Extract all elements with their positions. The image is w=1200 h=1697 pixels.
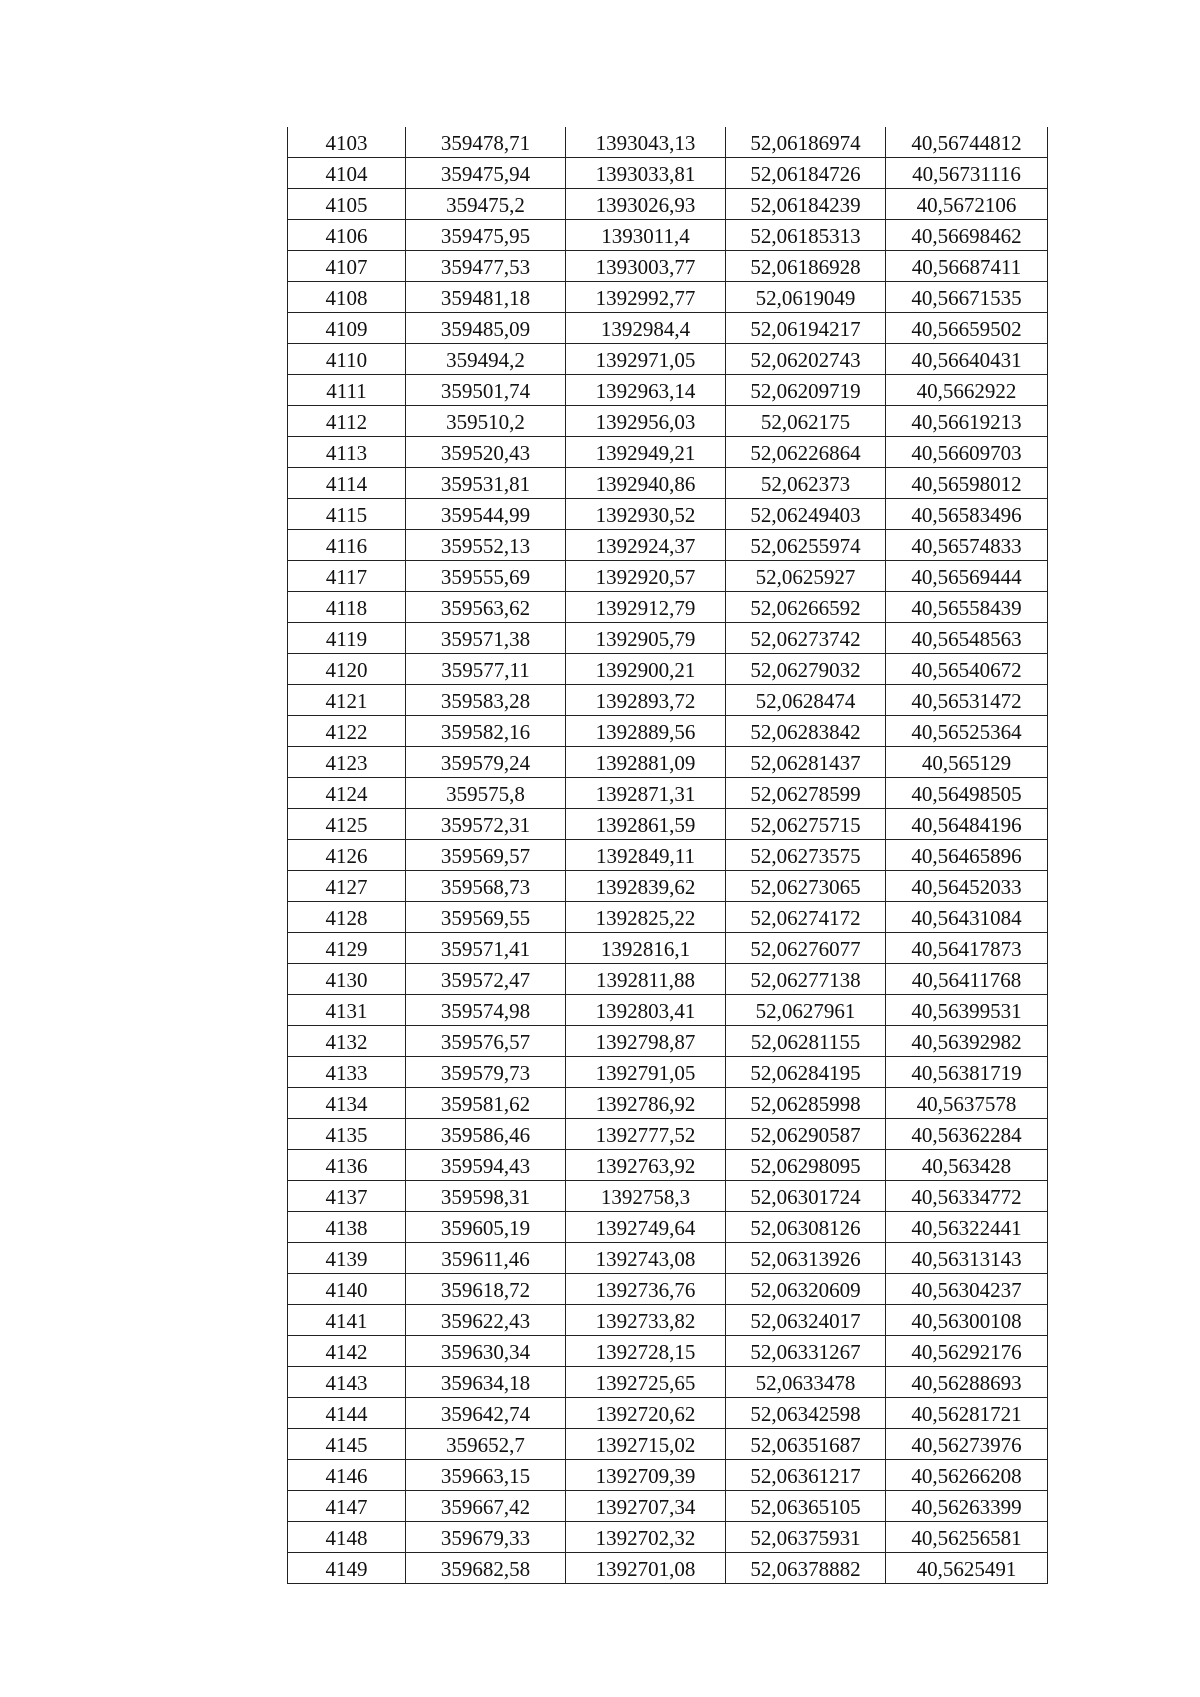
longitude-cell: 40,56334772 bbox=[886, 1181, 1048, 1212]
longitude-cell: 40,56292176 bbox=[886, 1336, 1048, 1367]
latitude-cell: 52,06324017 bbox=[726, 1305, 886, 1336]
x-coordinate-cell: 359475,94 bbox=[406, 158, 566, 189]
y-coordinate-cell: 1393033,81 bbox=[566, 158, 726, 189]
y-coordinate-cell: 1393003,77 bbox=[566, 251, 726, 282]
point-number-cell: 4145 bbox=[288, 1429, 406, 1460]
x-coordinate-cell: 359475,95 bbox=[406, 220, 566, 251]
longitude-cell: 40,56411768 bbox=[886, 964, 1048, 995]
point-number-cell: 4137 bbox=[288, 1181, 406, 1212]
x-coordinate-cell: 359478,71 bbox=[406, 127, 566, 158]
y-coordinate-cell: 1392733,82 bbox=[566, 1305, 726, 1336]
table-row bbox=[288, 1305, 1048, 1336]
point-number-cell: 4132 bbox=[288, 1026, 406, 1057]
y-coordinate-cell: 1392920,57 bbox=[566, 561, 726, 592]
longitude-cell: 40,56313143 bbox=[886, 1243, 1048, 1274]
x-coordinate-cell: 359569,55 bbox=[406, 902, 566, 933]
longitude-cell: 40,56698462 bbox=[886, 220, 1048, 251]
latitude-cell: 52,06186974 bbox=[726, 127, 886, 158]
table-row bbox=[288, 530, 1048, 561]
x-coordinate-cell: 359652,7 bbox=[406, 1429, 566, 1460]
table-row bbox=[288, 282, 1048, 313]
latitude-cell: 52,06209719 bbox=[726, 375, 886, 406]
longitude-cell: 40,56288693 bbox=[886, 1367, 1048, 1398]
table-row bbox=[288, 778, 1048, 809]
x-coordinate-cell: 359679,33 bbox=[406, 1522, 566, 1553]
point-number-cell: 4128 bbox=[288, 902, 406, 933]
point-number-cell: 4124 bbox=[288, 778, 406, 809]
x-coordinate-cell: 359611,46 bbox=[406, 1243, 566, 1274]
longitude-cell: 40,5672106 bbox=[886, 189, 1048, 220]
longitude-cell: 40,56256581 bbox=[886, 1522, 1048, 1553]
table-row bbox=[288, 1088, 1048, 1119]
latitude-cell: 52,06375931 bbox=[726, 1522, 886, 1553]
latitude-cell: 52,06184726 bbox=[726, 158, 886, 189]
y-coordinate-cell: 1393026,93 bbox=[566, 189, 726, 220]
table-row bbox=[288, 1491, 1048, 1522]
x-coordinate-cell: 359477,53 bbox=[406, 251, 566, 282]
y-coordinate-cell: 1392702,32 bbox=[566, 1522, 726, 1553]
longitude-cell: 40,56659502 bbox=[886, 313, 1048, 344]
table-row bbox=[288, 437, 1048, 468]
table-row bbox=[288, 1150, 1048, 1181]
longitude-cell: 40,56431084 bbox=[886, 902, 1048, 933]
longitude-cell: 40,56731116 bbox=[886, 158, 1048, 189]
x-coordinate-cell: 359485,09 bbox=[406, 313, 566, 344]
table-row bbox=[288, 623, 1048, 654]
x-coordinate-cell: 359563,62 bbox=[406, 592, 566, 623]
y-coordinate-cell: 1392900,21 bbox=[566, 654, 726, 685]
longitude-cell: 40,56281721 bbox=[886, 1398, 1048, 1429]
y-coordinate-cell: 1392930,52 bbox=[566, 499, 726, 530]
latitude-cell: 52,06308126 bbox=[726, 1212, 886, 1243]
longitude-cell: 40,5662922 bbox=[886, 375, 1048, 406]
longitude-cell: 40,56609703 bbox=[886, 437, 1048, 468]
longitude-cell: 40,56399531 bbox=[886, 995, 1048, 1026]
latitude-cell: 52,06202743 bbox=[726, 344, 886, 375]
y-coordinate-cell: 1392715,02 bbox=[566, 1429, 726, 1460]
y-coordinate-cell: 1392984,4 bbox=[566, 313, 726, 344]
point-number-cell: 4103 bbox=[288, 127, 406, 158]
x-coordinate-cell: 359642,74 bbox=[406, 1398, 566, 1429]
y-coordinate-cell: 1392728,15 bbox=[566, 1336, 726, 1367]
table-row bbox=[288, 995, 1048, 1026]
y-coordinate-cell: 1392786,92 bbox=[566, 1088, 726, 1119]
latitude-cell: 52,06274172 bbox=[726, 902, 886, 933]
x-coordinate-cell: 359572,47 bbox=[406, 964, 566, 995]
latitude-cell: 52,06281437 bbox=[726, 747, 886, 778]
table-row bbox=[288, 1243, 1048, 1274]
longitude-cell: 40,56322441 bbox=[886, 1212, 1048, 1243]
latitude-cell: 52,06255974 bbox=[726, 530, 886, 561]
table-row bbox=[288, 654, 1048, 685]
point-number-cell: 4111 bbox=[288, 375, 406, 406]
longitude-cell: 40,56744812 bbox=[886, 127, 1048, 158]
table-row bbox=[288, 1367, 1048, 1398]
x-coordinate-cell: 359575,8 bbox=[406, 778, 566, 809]
table-row bbox=[288, 158, 1048, 189]
y-coordinate-cell: 1392956,03 bbox=[566, 406, 726, 437]
point-number-cell: 4117 bbox=[288, 561, 406, 592]
latitude-cell: 52,06301724 bbox=[726, 1181, 886, 1212]
y-coordinate-cell: 1392777,52 bbox=[566, 1119, 726, 1150]
y-coordinate-cell: 1393043,13 bbox=[566, 127, 726, 158]
y-coordinate-cell: 1392861,59 bbox=[566, 809, 726, 840]
coordinates-table bbox=[287, 127, 1048, 1584]
y-coordinate-cell: 1392924,37 bbox=[566, 530, 726, 561]
point-number-cell: 4149 bbox=[288, 1553, 406, 1584]
x-coordinate-cell: 359586,46 bbox=[406, 1119, 566, 1150]
point-number-cell: 4136 bbox=[288, 1150, 406, 1181]
y-coordinate-cell: 1392736,76 bbox=[566, 1274, 726, 1305]
point-number-cell: 4109 bbox=[288, 313, 406, 344]
point-number-cell: 4107 bbox=[288, 251, 406, 282]
table-row bbox=[288, 592, 1048, 623]
table-row bbox=[288, 313, 1048, 344]
x-coordinate-cell: 359531,81 bbox=[406, 468, 566, 499]
latitude-cell: 52,06249403 bbox=[726, 499, 886, 530]
point-number-cell: 4104 bbox=[288, 158, 406, 189]
coordinates-table-body bbox=[288, 127, 1048, 1584]
table-row bbox=[288, 1119, 1048, 1150]
point-number-cell: 4116 bbox=[288, 530, 406, 561]
latitude-cell: 52,06186928 bbox=[726, 251, 886, 282]
longitude-cell: 40,56671535 bbox=[886, 282, 1048, 313]
table-row bbox=[288, 189, 1048, 220]
y-coordinate-cell: 1392743,08 bbox=[566, 1243, 726, 1274]
table-row bbox=[288, 127, 1048, 158]
y-coordinate-cell: 1392949,21 bbox=[566, 437, 726, 468]
x-coordinate-cell: 359598,31 bbox=[406, 1181, 566, 1212]
x-coordinate-cell: 359555,69 bbox=[406, 561, 566, 592]
table-row bbox=[288, 747, 1048, 778]
x-coordinate-cell: 359581,62 bbox=[406, 1088, 566, 1119]
y-coordinate-cell: 1392963,14 bbox=[566, 375, 726, 406]
table-row bbox=[288, 1274, 1048, 1305]
longitude-cell: 40,56531472 bbox=[886, 685, 1048, 716]
x-coordinate-cell: 359574,98 bbox=[406, 995, 566, 1026]
x-coordinate-cell: 359663,15 bbox=[406, 1460, 566, 1491]
table-row bbox=[288, 685, 1048, 716]
table-row bbox=[288, 468, 1048, 499]
point-number-cell: 4147 bbox=[288, 1491, 406, 1522]
latitude-cell: 52,06361217 bbox=[726, 1460, 886, 1491]
point-number-cell: 4146 bbox=[288, 1460, 406, 1491]
point-number-cell: 4142 bbox=[288, 1336, 406, 1367]
longitude-cell: 40,56548563 bbox=[886, 623, 1048, 654]
table-row bbox=[288, 809, 1048, 840]
y-coordinate-cell: 1392839,62 bbox=[566, 871, 726, 902]
longitude-cell: 40,563428 bbox=[886, 1150, 1048, 1181]
latitude-cell: 52,06266592 bbox=[726, 592, 886, 623]
x-coordinate-cell: 359501,74 bbox=[406, 375, 566, 406]
longitude-cell: 40,56574833 bbox=[886, 530, 1048, 561]
y-coordinate-cell: 1392893,72 bbox=[566, 685, 726, 716]
latitude-cell: 52,06284195 bbox=[726, 1057, 886, 1088]
longitude-cell: 40,56452033 bbox=[886, 871, 1048, 902]
table-row bbox=[288, 251, 1048, 282]
point-number-cell: 4108 bbox=[288, 282, 406, 313]
point-number-cell: 4134 bbox=[288, 1088, 406, 1119]
x-coordinate-cell: 359572,31 bbox=[406, 809, 566, 840]
table-row bbox=[288, 716, 1048, 747]
latitude-cell: 52,0619049 bbox=[726, 282, 886, 313]
table-row bbox=[288, 1181, 1048, 1212]
latitude-cell: 52,06277138 bbox=[726, 964, 886, 995]
point-number-cell: 4139 bbox=[288, 1243, 406, 1274]
point-number-cell: 4144 bbox=[288, 1398, 406, 1429]
table-row bbox=[288, 1212, 1048, 1243]
y-coordinate-cell: 1392725,65 bbox=[566, 1367, 726, 1398]
point-number-cell: 4135 bbox=[288, 1119, 406, 1150]
y-coordinate-cell: 1392912,79 bbox=[566, 592, 726, 623]
latitude-cell: 52,06273742 bbox=[726, 623, 886, 654]
y-coordinate-cell: 1392905,79 bbox=[566, 623, 726, 654]
y-coordinate-cell: 1392825,22 bbox=[566, 902, 726, 933]
x-coordinate-cell: 359510,2 bbox=[406, 406, 566, 437]
latitude-cell: 52,06290587 bbox=[726, 1119, 886, 1150]
point-number-cell: 4127 bbox=[288, 871, 406, 902]
point-number-cell: 4133 bbox=[288, 1057, 406, 1088]
latitude-cell: 52,06273065 bbox=[726, 871, 886, 902]
table-row bbox=[288, 1553, 1048, 1584]
point-number-cell: 4126 bbox=[288, 840, 406, 871]
table-row bbox=[288, 933, 1048, 964]
point-number-cell: 4148 bbox=[288, 1522, 406, 1553]
table-row bbox=[288, 1398, 1048, 1429]
x-coordinate-cell: 359577,11 bbox=[406, 654, 566, 685]
point-number-cell: 4141 bbox=[288, 1305, 406, 1336]
longitude-cell: 40,56583496 bbox=[886, 499, 1048, 530]
latitude-cell: 52,06194217 bbox=[726, 313, 886, 344]
latitude-cell: 52,06279032 bbox=[726, 654, 886, 685]
y-coordinate-cell: 1392720,62 bbox=[566, 1398, 726, 1429]
x-coordinate-cell: 359582,16 bbox=[406, 716, 566, 747]
x-coordinate-cell: 359481,18 bbox=[406, 282, 566, 313]
y-coordinate-cell: 1392871,31 bbox=[566, 778, 726, 809]
latitude-cell: 52,06226864 bbox=[726, 437, 886, 468]
x-coordinate-cell: 359520,43 bbox=[406, 437, 566, 468]
y-coordinate-cell: 1392803,41 bbox=[566, 995, 726, 1026]
latitude-cell: 52,06283842 bbox=[726, 716, 886, 747]
y-coordinate-cell: 1392798,87 bbox=[566, 1026, 726, 1057]
table-row bbox=[288, 840, 1048, 871]
x-coordinate-cell: 359682,58 bbox=[406, 1553, 566, 1584]
y-coordinate-cell: 1392707,34 bbox=[566, 1491, 726, 1522]
table-row bbox=[288, 220, 1048, 251]
x-coordinate-cell: 359622,43 bbox=[406, 1305, 566, 1336]
point-number-cell: 4125 bbox=[288, 809, 406, 840]
latitude-cell: 52,06185313 bbox=[726, 220, 886, 251]
y-coordinate-cell: 1392811,88 bbox=[566, 964, 726, 995]
longitude-cell: 40,5625491 bbox=[886, 1553, 1048, 1584]
longitude-cell: 40,56266208 bbox=[886, 1460, 1048, 1491]
point-number-cell: 4138 bbox=[288, 1212, 406, 1243]
longitude-cell: 40,56417873 bbox=[886, 933, 1048, 964]
latitude-cell: 52,0628474 bbox=[726, 685, 886, 716]
table-row bbox=[288, 1429, 1048, 1460]
point-number-cell: 4120 bbox=[288, 654, 406, 685]
latitude-cell: 52,06285998 bbox=[726, 1088, 886, 1119]
table-row bbox=[288, 871, 1048, 902]
longitude-cell: 40,56569444 bbox=[886, 561, 1048, 592]
y-coordinate-cell: 1392889,56 bbox=[566, 716, 726, 747]
longitude-cell: 40,56381719 bbox=[886, 1057, 1048, 1088]
latitude-cell: 52,06331267 bbox=[726, 1336, 886, 1367]
table-row bbox=[288, 1460, 1048, 1491]
y-coordinate-cell: 1392940,86 bbox=[566, 468, 726, 499]
latitude-cell: 52,062373 bbox=[726, 468, 886, 499]
x-coordinate-cell: 359569,57 bbox=[406, 840, 566, 871]
latitude-cell: 52,0625927 bbox=[726, 561, 886, 592]
point-number-cell: 4123 bbox=[288, 747, 406, 778]
latitude-cell: 52,06342598 bbox=[726, 1398, 886, 1429]
longitude-cell: 40,56304237 bbox=[886, 1274, 1048, 1305]
longitude-cell: 40,56558439 bbox=[886, 592, 1048, 623]
y-coordinate-cell: 1392881,09 bbox=[566, 747, 726, 778]
table-row bbox=[288, 1026, 1048, 1057]
latitude-cell: 52,062175 bbox=[726, 406, 886, 437]
point-number-cell: 4114 bbox=[288, 468, 406, 499]
longitude-cell: 40,5637578 bbox=[886, 1088, 1048, 1119]
y-coordinate-cell: 1392992,77 bbox=[566, 282, 726, 313]
latitude-cell: 52,06275715 bbox=[726, 809, 886, 840]
x-coordinate-cell: 359494,2 bbox=[406, 344, 566, 375]
latitude-cell: 52,06298095 bbox=[726, 1150, 886, 1181]
x-coordinate-cell: 359475,2 bbox=[406, 189, 566, 220]
x-coordinate-cell: 359552,13 bbox=[406, 530, 566, 561]
longitude-cell: 40,56484196 bbox=[886, 809, 1048, 840]
table-row bbox=[288, 499, 1048, 530]
longitude-cell: 40,56263399 bbox=[886, 1491, 1048, 1522]
y-coordinate-cell: 1392791,05 bbox=[566, 1057, 726, 1088]
table-row bbox=[288, 406, 1048, 437]
y-coordinate-cell: 1392758,3 bbox=[566, 1181, 726, 1212]
y-coordinate-cell: 1392763,92 bbox=[566, 1150, 726, 1181]
longitude-cell: 40,56540672 bbox=[886, 654, 1048, 685]
longitude-cell: 40,56640431 bbox=[886, 344, 1048, 375]
x-coordinate-cell: 359594,43 bbox=[406, 1150, 566, 1181]
longitude-cell: 40,56525364 bbox=[886, 716, 1048, 747]
latitude-cell: 52,06184239 bbox=[726, 189, 886, 220]
y-coordinate-cell: 1392749,64 bbox=[566, 1212, 726, 1243]
point-number-cell: 4115 bbox=[288, 499, 406, 530]
y-coordinate-cell: 1393011,4 bbox=[566, 220, 726, 251]
longitude-cell: 40,56498505 bbox=[886, 778, 1048, 809]
longitude-cell: 40,56362284 bbox=[886, 1119, 1048, 1150]
point-number-cell: 4143 bbox=[288, 1367, 406, 1398]
latitude-cell: 52,06351687 bbox=[726, 1429, 886, 1460]
x-coordinate-cell: 359630,34 bbox=[406, 1336, 566, 1367]
longitude-cell: 40,56392982 bbox=[886, 1026, 1048, 1057]
point-number-cell: 4105 bbox=[288, 189, 406, 220]
table-row bbox=[288, 561, 1048, 592]
coordinates-table-container bbox=[287, 127, 1047, 1584]
point-number-cell: 4110 bbox=[288, 344, 406, 375]
y-coordinate-cell: 1392849,11 bbox=[566, 840, 726, 871]
x-coordinate-cell: 359579,24 bbox=[406, 747, 566, 778]
longitude-cell: 40,56300108 bbox=[886, 1305, 1048, 1336]
point-number-cell: 4113 bbox=[288, 437, 406, 468]
latitude-cell: 52,0627961 bbox=[726, 995, 886, 1026]
latitude-cell: 52,0633478 bbox=[726, 1367, 886, 1398]
y-coordinate-cell: 1392709,39 bbox=[566, 1460, 726, 1491]
y-coordinate-cell: 1392816,1 bbox=[566, 933, 726, 964]
latitude-cell: 52,06320609 bbox=[726, 1274, 886, 1305]
x-coordinate-cell: 359618,72 bbox=[406, 1274, 566, 1305]
latitude-cell: 52,06278599 bbox=[726, 778, 886, 809]
x-coordinate-cell: 359634,18 bbox=[406, 1367, 566, 1398]
point-number-cell: 4121 bbox=[288, 685, 406, 716]
x-coordinate-cell: 359576,57 bbox=[406, 1026, 566, 1057]
y-coordinate-cell: 1392971,05 bbox=[566, 344, 726, 375]
latitude-cell: 52,06313926 bbox=[726, 1243, 886, 1274]
table-row bbox=[288, 375, 1048, 406]
latitude-cell: 52,06276077 bbox=[726, 933, 886, 964]
longitude-cell: 40,565129 bbox=[886, 747, 1048, 778]
table-row bbox=[288, 1522, 1048, 1553]
point-number-cell: 4119 bbox=[288, 623, 406, 654]
point-number-cell: 4112 bbox=[288, 406, 406, 437]
point-number-cell: 4130 bbox=[288, 964, 406, 995]
x-coordinate-cell: 359605,19 bbox=[406, 1212, 566, 1243]
longitude-cell: 40,56598012 bbox=[886, 468, 1048, 499]
latitude-cell: 52,06378882 bbox=[726, 1553, 886, 1584]
table-row bbox=[288, 964, 1048, 995]
x-coordinate-cell: 359667,42 bbox=[406, 1491, 566, 1522]
x-coordinate-cell: 359579,73 bbox=[406, 1057, 566, 1088]
x-coordinate-cell: 359571,41 bbox=[406, 933, 566, 964]
x-coordinate-cell: 359568,73 bbox=[406, 871, 566, 902]
y-coordinate-cell: 1392701,08 bbox=[566, 1553, 726, 1584]
table-row bbox=[288, 902, 1048, 933]
table-row bbox=[288, 1336, 1048, 1367]
longitude-cell: 40,56619213 bbox=[886, 406, 1048, 437]
table-row bbox=[288, 344, 1048, 375]
latitude-cell: 52,06365105 bbox=[726, 1491, 886, 1522]
longitude-cell: 40,56687411 bbox=[886, 251, 1048, 282]
point-number-cell: 4131 bbox=[288, 995, 406, 1026]
x-coordinate-cell: 359571,38 bbox=[406, 623, 566, 654]
point-number-cell: 4129 bbox=[288, 933, 406, 964]
point-number-cell: 4106 bbox=[288, 220, 406, 251]
longitude-cell: 40,56465896 bbox=[886, 840, 1048, 871]
x-coordinate-cell: 359583,28 bbox=[406, 685, 566, 716]
latitude-cell: 52,06273575 bbox=[726, 840, 886, 871]
latitude-cell: 52,06281155 bbox=[726, 1026, 886, 1057]
table-row bbox=[288, 1057, 1048, 1088]
longitude-cell: 40,56273976 bbox=[886, 1429, 1048, 1460]
point-number-cell: 4118 bbox=[288, 592, 406, 623]
point-number-cell: 4122 bbox=[288, 716, 406, 747]
x-coordinate-cell: 359544,99 bbox=[406, 499, 566, 530]
point-number-cell: 4140 bbox=[288, 1274, 406, 1305]
